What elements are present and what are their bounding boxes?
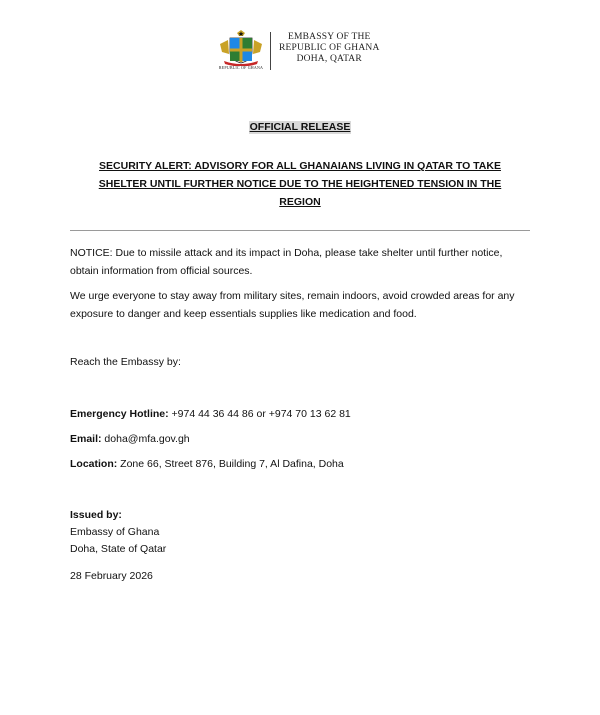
official-release-label: OFFICIAL RELEASE xyxy=(249,121,351,133)
ghana-coat-of-arms-icon xyxy=(216,30,266,74)
issued-by-line-2: Doha, State of Qatar xyxy=(70,543,167,555)
email-label: Email: xyxy=(70,433,102,445)
hotline-value: +974 44 36 44 86 or +974 70 13 62 81 xyxy=(168,408,351,420)
location-label: Location: xyxy=(70,458,118,470)
hotline-label: Emergency Hotline: xyxy=(70,408,169,420)
letterhead xyxy=(216,30,396,74)
embassy-line-3: DOHA, QATAR xyxy=(296,54,362,64)
email-line xyxy=(70,431,190,447)
header-divider xyxy=(270,32,271,70)
crest-caption: REPUBLIC OF GHANA xyxy=(218,65,264,70)
issued-by-line-1: Embassy of Ghana xyxy=(70,526,160,538)
hotline-line xyxy=(70,406,351,422)
reach-embassy-text: Reach the Embassy by: xyxy=(70,356,181,368)
release-heading xyxy=(0,117,600,135)
issued-by-label: Issued by: xyxy=(70,509,122,521)
urge-paragraph: We urge everyone to stay away from military sites, remain indoors, avoid crowded areas for any exposure to danger and keep essentials supplies like medication and food. xyxy=(70,290,515,320)
embassy-line-1: EMBASSY OF THE xyxy=(288,32,371,42)
location-value: Zone 66, Street 876, Building 7, Al Dafina, Doha xyxy=(117,458,344,470)
release-date: 28 February 2026 xyxy=(70,570,153,582)
location-line xyxy=(70,456,344,472)
embassy-name xyxy=(279,30,380,65)
security-alert-title: SECURITY ALERT: ADVISORY FOR ALL GHANAIANS LIVING IN QATAR TO TAKE SHELTER UNTIL FURTHER NOTICE DUE TO THE HEIGHTENED TENSION IN THE REGION xyxy=(98,160,502,208)
issued-by-block xyxy=(70,507,166,558)
divider-line xyxy=(70,230,530,231)
email-value: doha@mfa.gov.gh xyxy=(101,433,190,445)
embassy-line-2: REPUBLIC OF GHANA xyxy=(279,43,380,53)
notice-paragraph: NOTICE: Due to missile attack and its impact in Doha, please take shelter until further notice, obtain information from official sources. xyxy=(70,247,503,277)
